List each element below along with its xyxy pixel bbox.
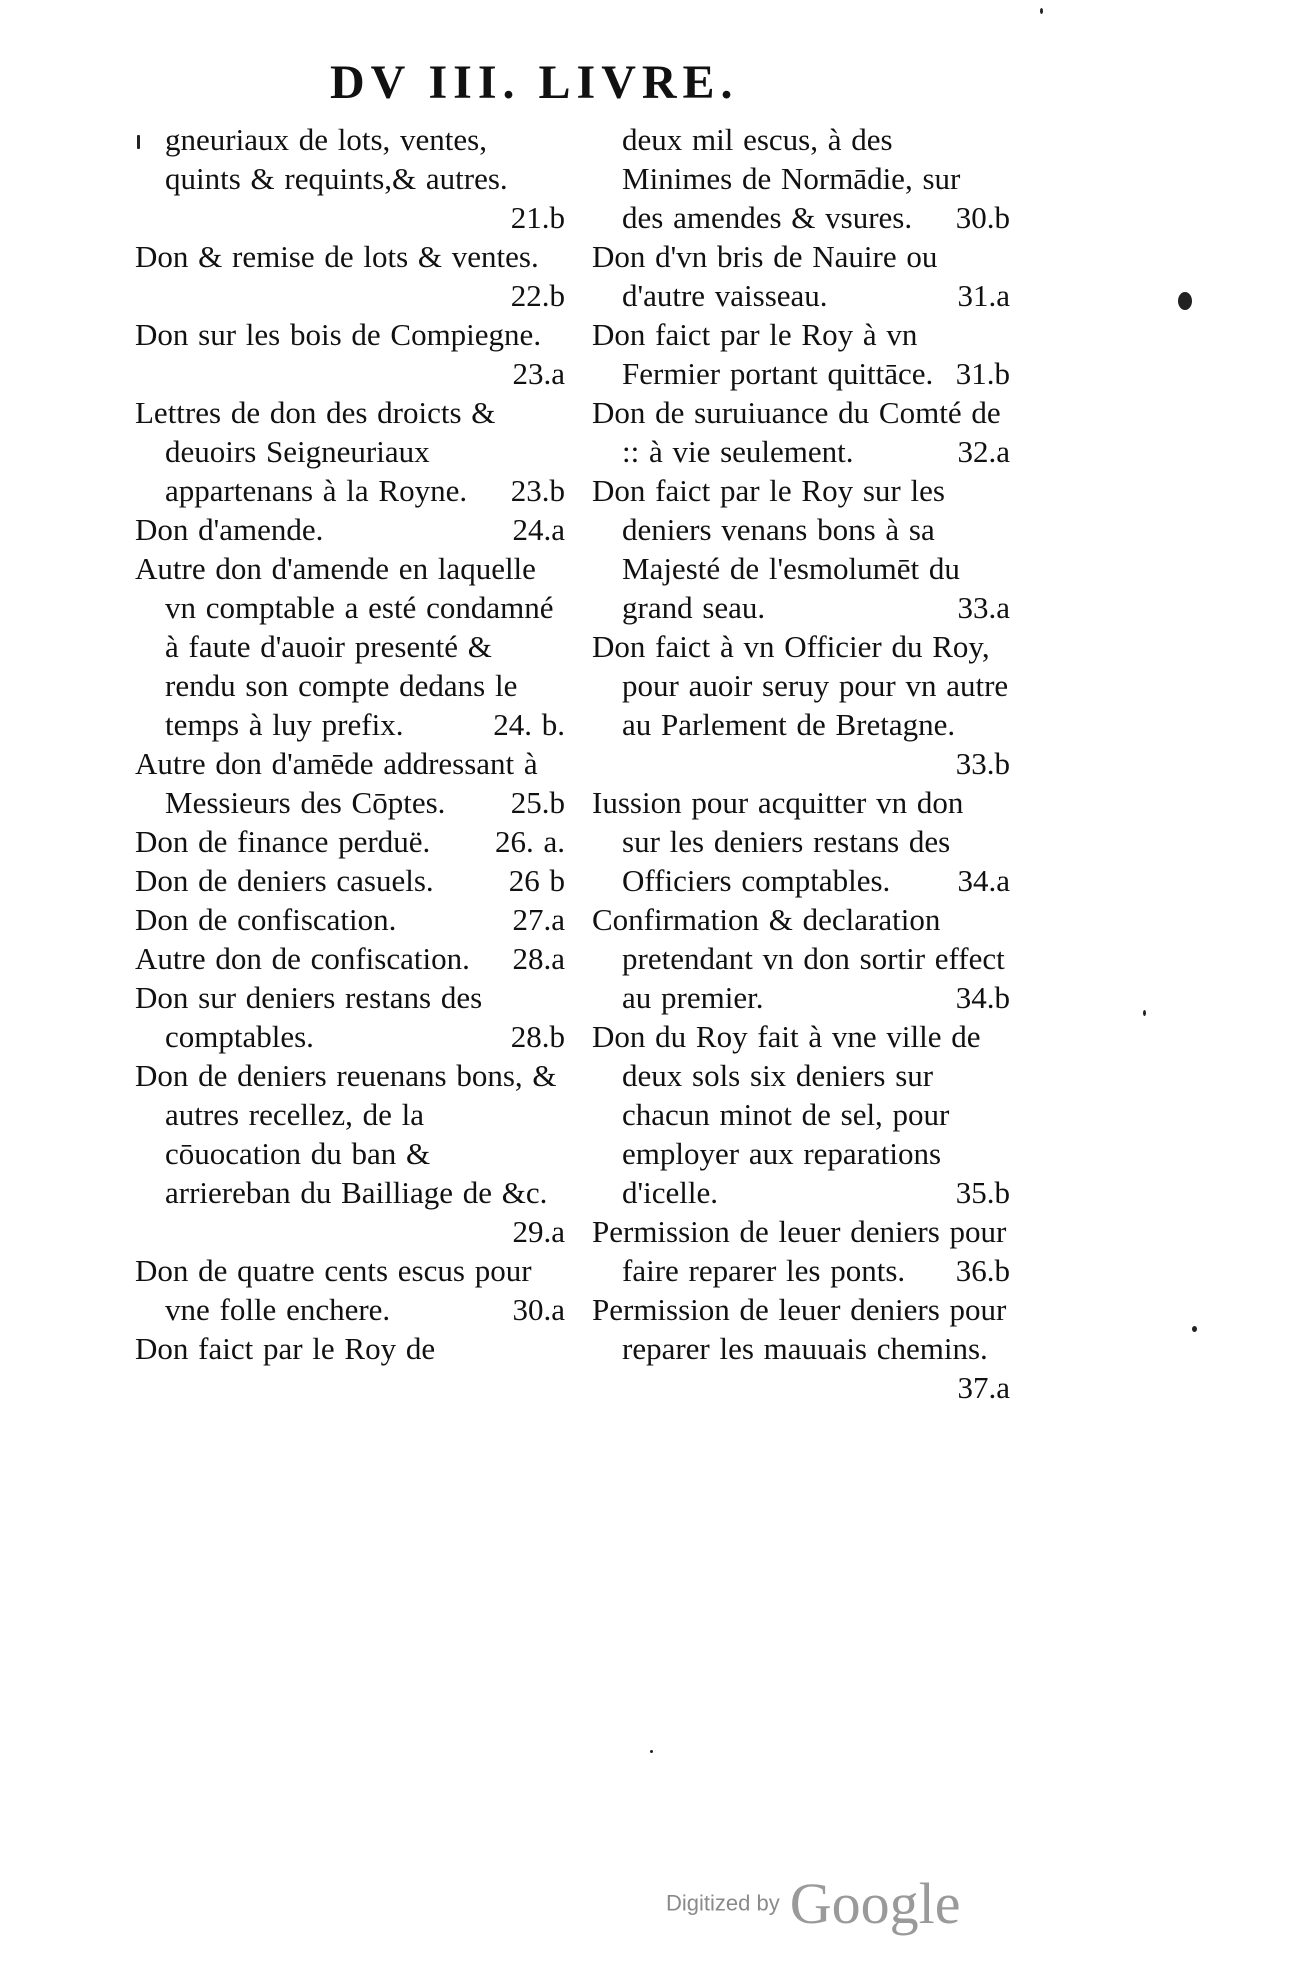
index-entry (592, 471, 1010, 627)
folio-reference: 37.a (957, 1370, 1010, 1405)
ink-speck (1040, 8, 1043, 14)
index-entry (592, 1017, 1010, 1212)
entry-text: Don de confiscation. (135, 902, 397, 937)
entry-text: Don de suruiuance du Comté de :: à vie seulement. (592, 395, 1001, 469)
index-entry (135, 861, 565, 900)
index-entry (592, 315, 1010, 393)
index-column-left (135, 120, 565, 1368)
index-entry (135, 900, 565, 939)
entry-text: Don du Roy fait à vne ville de deux sols six deniers sur chacun minot de sel, pour employer aux reparations d'icelle. (592, 1019, 981, 1210)
entry-text: deux mil escus, à des Minimes de Normādie, sur des amendes & vsures. (622, 122, 961, 235)
index-entry (592, 1290, 1010, 1407)
entry-text: Permission de leuer deniers pour reparer les mauuais chemins. (592, 1292, 1007, 1366)
entry-text: Don faict à vn Officier du Roy, pour auoir seruy pour vn autre au Parlement de Bretagne. (592, 629, 1009, 742)
index-entry (592, 783, 1010, 900)
index-entry (135, 939, 565, 978)
index-entry (592, 1212, 1010, 1290)
folio-reference: 36.b (955, 1253, 1010, 1288)
ink-speck (1143, 1010, 1146, 1016)
folio-reference: 28.a (512, 941, 565, 976)
folio-reference: 35.b (955, 1175, 1010, 1210)
index-entry (135, 822, 565, 861)
folio-reference: 25.b (510, 785, 565, 820)
index-entry (592, 393, 1010, 471)
folio-reference: 32.a (957, 434, 1010, 469)
google-logo: Google (789, 1871, 961, 1936)
ink-speck (1192, 1326, 1197, 1332)
entry-text: Permission de leuer deniers pour faire reparer les ponts. (592, 1214, 1007, 1288)
folio-reference: 24.a (512, 512, 565, 547)
folio-reference: 34.b (955, 980, 1010, 1015)
index-entry (135, 315, 565, 393)
page-title: DV III. LIVRE. (330, 56, 739, 109)
entry-text: gneuriaux de lots, ventes, quints & requints,& autres. (165, 122, 508, 196)
entry-text: Don d'vn bris de Nauire ou d'autre vaisseau. (592, 239, 938, 313)
folio-reference: 31.b (955, 356, 1010, 391)
index-entry (135, 510, 565, 549)
folio-reference: 30.a (512, 1292, 565, 1327)
folio-reference: 23.b (510, 473, 565, 508)
entry-text: Don de quatre cents escus pour vne folle enchere. (135, 1253, 532, 1327)
entry-text: Don de deniers reuenans bons, & autres recellez, de la cōuocation du ban & arriereban du Bailliage de &c. (135, 1058, 557, 1210)
digitized-watermark (666, 1870, 960, 1937)
folio-reference: 26 b (508, 863, 565, 898)
index-entry (135, 744, 565, 822)
index-entry (135, 237, 565, 315)
folio-reference: 21.b (510, 200, 565, 235)
index-column-right (592, 120, 1010, 1407)
entry-text: Autre don d'amende en laquelle vn comptable a esté condamné à faute d'auoir presenté & rendu son compte dedans le temps à luy prefix. (135, 551, 554, 742)
ink-speck (1178, 292, 1192, 310)
folio-reference: 23.a (512, 356, 565, 391)
index-entry (592, 120, 1010, 237)
ink-speck (137, 135, 140, 149)
index-entry (135, 1056, 565, 1251)
folio-reference: 22.b (510, 278, 565, 313)
index-entry (135, 978, 565, 1056)
entry-text: Don sur deniers restans des comptables. (135, 980, 483, 1054)
folio-reference: 24. b. (493, 707, 565, 742)
entry-text: Autre don de confiscation. (135, 941, 470, 976)
ink-speck (650, 1750, 653, 1753)
folio-reference: 26. a. (494, 824, 565, 859)
entry-text: Don faict par le Roy de (135, 1331, 436, 1366)
index-entry (135, 393, 565, 510)
index-entry (135, 1251, 565, 1329)
entry-text: Don de deniers casuels. (135, 863, 434, 898)
folio-reference: 31.a (957, 278, 1010, 313)
folio-reference: 30.b (955, 200, 1010, 235)
folio-reference: 33.a (957, 590, 1010, 625)
entry-text: Don d'amende. (135, 512, 324, 547)
index-entry (592, 900, 1010, 1017)
folio-reference: 34.a (957, 863, 1010, 898)
entry-text: Don faict par le Roy à vn Fermier portant quittāce. (592, 317, 934, 391)
entry-text: Iussion pour acquitter vn don sur les deniers restans des Officiers comptables. (592, 785, 964, 898)
index-entry (592, 627, 1010, 783)
folio-reference: 28.b (510, 1019, 565, 1054)
index-entry (135, 120, 565, 237)
entry-text: Confirmation & declaration pretendant vn don sortir effect au premier. (592, 902, 1005, 1015)
folio-reference: 27.a (512, 902, 565, 937)
folio-reference: 29.a (512, 1214, 565, 1249)
entry-text: Don de finance perduë. (135, 824, 431, 859)
index-entry (135, 549, 565, 744)
index-entry (592, 237, 1010, 315)
entry-text: Don faict par le Roy sur les deniers venans bons à sa Majesté de l'esmolumēt du grand seau. (592, 473, 960, 625)
digitized-by-text: Digitized by (666, 1890, 780, 1916)
entry-text: Lettres de don des droicts & deuoirs Seigneuriaux appartenans à la Royne. (135, 395, 496, 508)
entry-text: Don & remise de lots & ventes. (135, 239, 539, 274)
folio-reference: 33.b (955, 746, 1010, 781)
entry-text: Don sur les bois de Compiegne. (135, 317, 542, 352)
index-entry (135, 1329, 565, 1368)
entry-text: Autre don d'amēde addressant à Messieurs des Cōptes. (135, 746, 538, 820)
